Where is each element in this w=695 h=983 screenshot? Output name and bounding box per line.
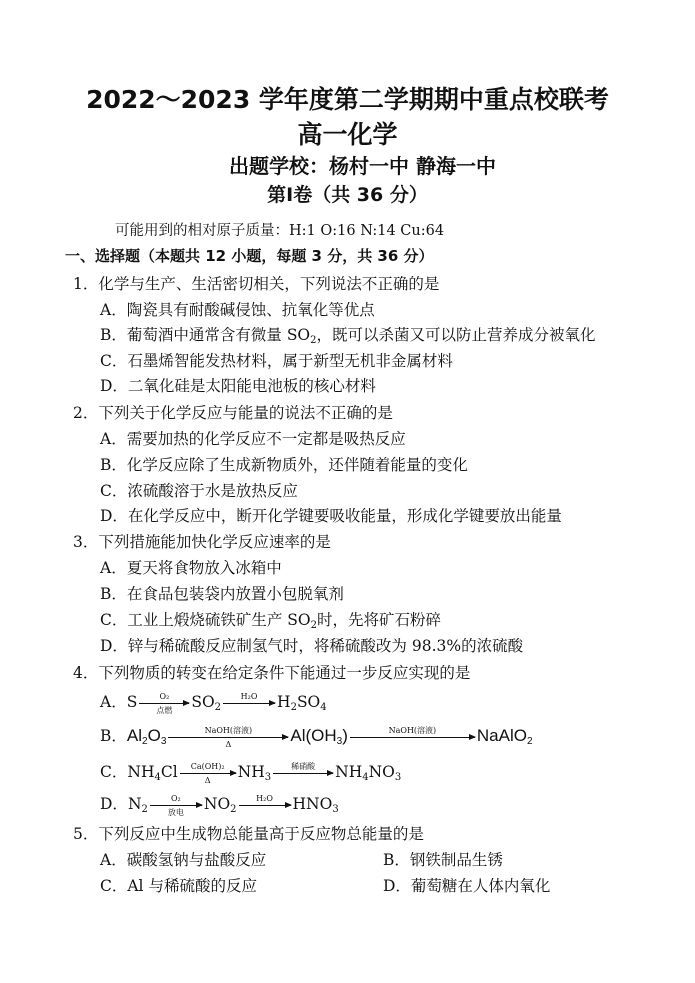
q4-option-b: B．$Al_2O_3$ NaOH(溶液) Δ $Al(OH_3)$ NaOH(溶液) NaAlO$_2$ bbox=[100, 725, 533, 749]
reaction-arrow: 稀硝酸 bbox=[273, 773, 333, 774]
q2-option-b: B．化学反应除了生成新物质外，还伴随着能量的变化 bbox=[100, 456, 468, 474]
q1-option-d: D．二氧化硅是太阳能电池板的核心材料 bbox=[100, 377, 376, 395]
q3-option-a: A．夏天将食物放入冰箱中 bbox=[100, 559, 282, 577]
q4-option-a: A．S O₂ 点燃 $SO_2$ H₂O $H_2SO_4$ bbox=[100, 691, 327, 715]
q3-option-c: C．工业上煅烧硫铁矿生产 $SO_2$时，先将矿石粉碎 bbox=[100, 611, 442, 631]
q5-option-b: B．钢铁制品生锈 bbox=[383, 851, 503, 869]
schools-line: 出题学校：杨村一中 静海一中 bbox=[229, 154, 496, 178]
q4-option-c: C．$NH_4Cl$ $\frac{\text{Ca(OH)₂}}{\Delta}$ $NH_3$ 稀硝酸 $NH_4NO_3$ bbox=[100, 761, 402, 785]
volume-title: 第Ⅰ卷（共 36 分） bbox=[267, 184, 428, 206]
reaction-arrow: $\frac{\text{Ca(OH)₂}}{\Delta}$ bbox=[180, 773, 236, 774]
reaction-arrow: H₂O bbox=[223, 703, 275, 704]
reaction-arrow: NaOH(溶液) bbox=[350, 737, 475, 738]
q2-option-c: C．浓硫酸溶于水是放热反应 bbox=[100, 482, 298, 500]
q1-option-c: C．石墨烯智能发热材料，属于新型无机非金属材料 bbox=[100, 352, 453, 370]
q5-option-d: D．葡萄糖在人体内氧化 bbox=[383, 877, 551, 895]
atomic-masses: 可能用到的相对原子质量：H:1 O:16 N:14 Cu:64 bbox=[115, 223, 445, 239]
q5-option-a: A．碳酸氢钠与盐酸反应 bbox=[100, 851, 267, 869]
section-heading: 一、选择题（本题共 12 小题，每题 3 分，共 36 分） bbox=[65, 247, 434, 265]
reaction-arrow: O₂ 点燃 bbox=[139, 703, 189, 704]
q4-stem: 4．下列物质的转变在给定条件下能通过一步反应实现的是 bbox=[73, 664, 471, 682]
q2-option-a: A．需要加热的化学反应不一定都是吸热反应 bbox=[100, 430, 406, 448]
exam-title: 2022～2023 学年度第二学期期中重点校联考 bbox=[86, 85, 609, 114]
q1-option-b: B．葡萄酒中通常含有微量 $SO_2$，既可以杀菌又可以防止营养成分被氧化 bbox=[100, 326, 596, 346]
q1-stem: 1．化学与生产、生活密切相关，下列说法不正确的是 bbox=[73, 275, 440, 293]
q2-stem: 2．下列关于化学反应与能量的说法不正确的是 bbox=[73, 404, 393, 422]
q3-stem: 3．下列措施能加快化学反应速率的是 bbox=[73, 533, 331, 551]
q3-option-b: B．在食品包装袋内放置小包脱氧剂 bbox=[100, 585, 344, 603]
q5-option-c: C．Al 与稀硫酸的反应 bbox=[100, 877, 257, 895]
q2-option-d: D．在化学反应中，断开化学键要吸收能量，形成化学键要放出能量 bbox=[100, 507, 562, 525]
reaction-arrow: O₂ 放电 bbox=[150, 805, 202, 806]
q5-stem: 5．下列反应中生成物总能量高于反应物总能量的是 bbox=[73, 825, 424, 843]
q1-option-a: A．陶瓷具有耐酸碱侵蚀、抗氧化等优点 bbox=[100, 301, 375, 319]
subject-title: 高一化学 bbox=[297, 120, 398, 149]
q4-option-d: D．$N_2$ O₂ 放电 $NO_2$ H₂O $HNO_3$ bbox=[100, 793, 339, 817]
reaction-arrow: NaOH(溶液) Δ bbox=[168, 737, 288, 738]
reaction-arrow: H₂O bbox=[239, 805, 291, 806]
q3-option-d: D．锌与稀硫酸反应制氢气时，将稀硫酸改为 98.3%的浓硫酸 bbox=[100, 637, 524, 655]
